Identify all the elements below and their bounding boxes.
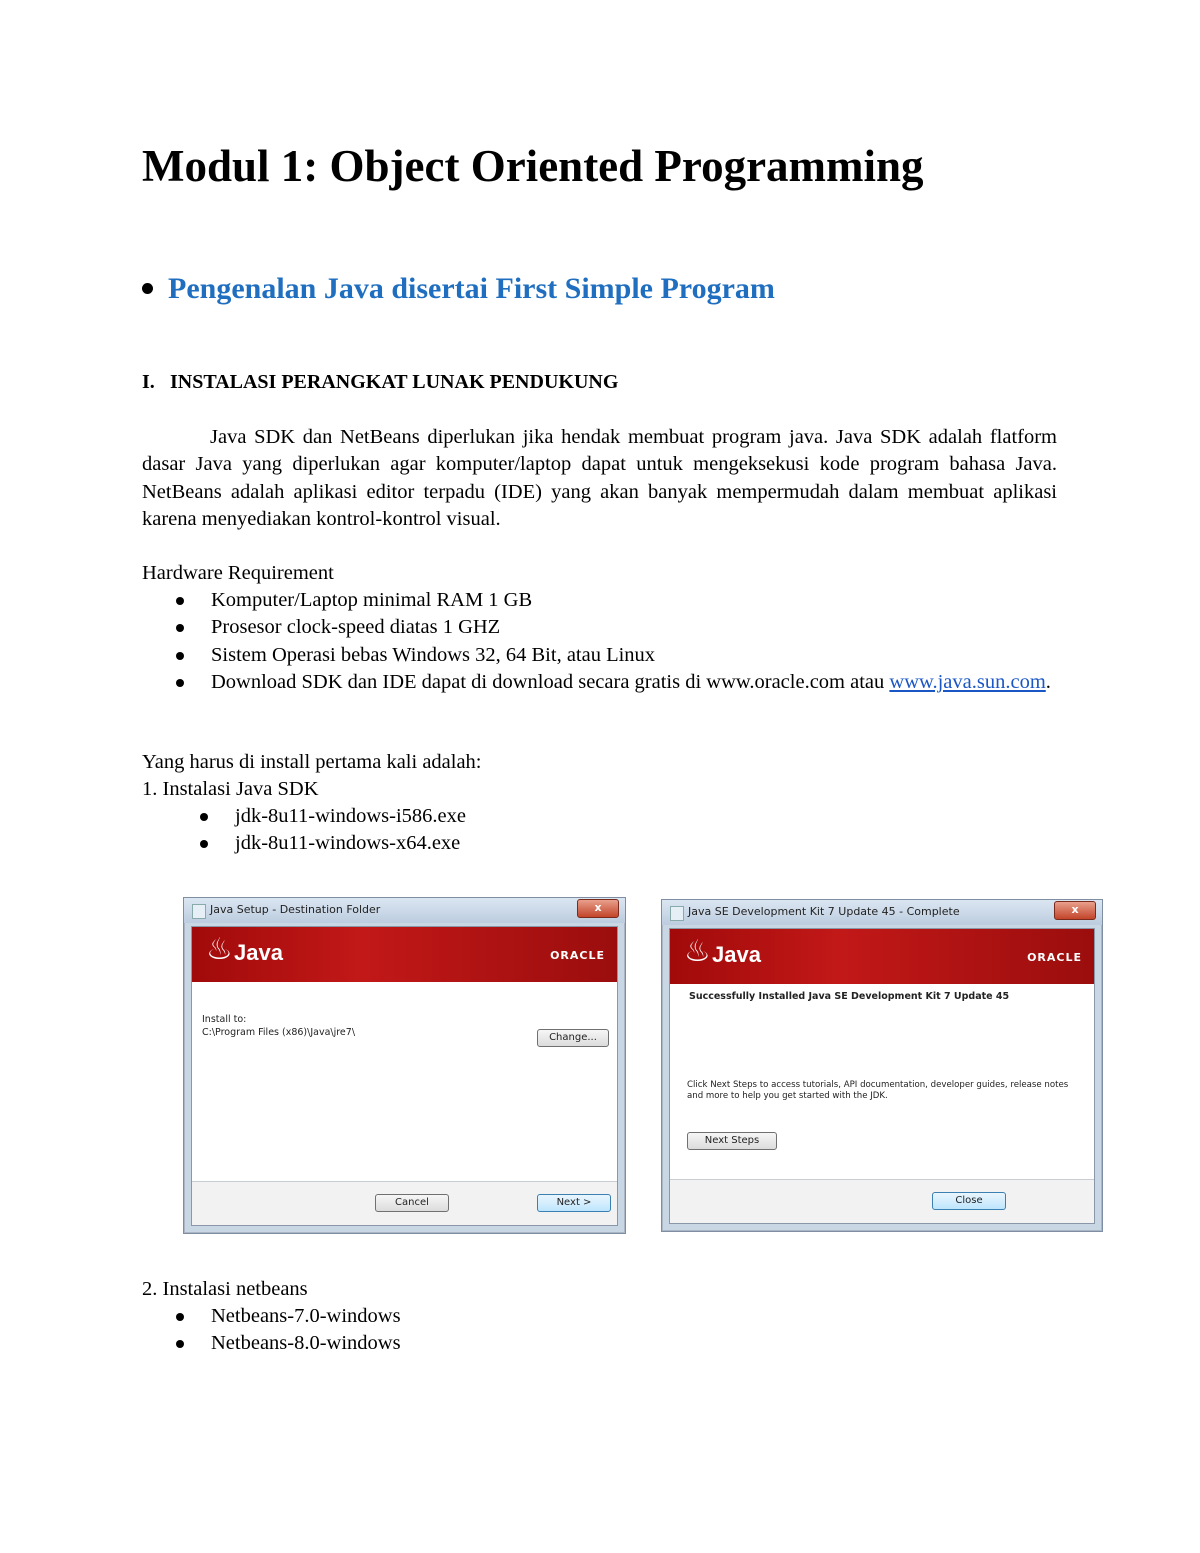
java-setup-dialog — [183, 897, 626, 1234]
intro-paragraph — [142, 424, 1057, 533]
jdk-complete-dialog — [661, 899, 1103, 1232]
subtitle — [142, 272, 775, 306]
dialog-footer — [192, 1181, 617, 1225]
java-banner — [670, 929, 1094, 984]
list-item: jdk-8u11-windows-i586.exe — [198, 803, 798, 830]
window-title: Java Setup - Destination Folder — [210, 903, 381, 916]
subtitle-text: Pengenalan Java disertai First Simple Program — [168, 272, 775, 305]
section-title: INSTALASI PERANGKAT LUNAK PENDUKUNG — [170, 371, 619, 393]
java-cup-icon: ♨ — [684, 934, 711, 969]
java-sun-link[interactable]: www.java.sun.com — [889, 670, 1046, 693]
success-heading: Successfully Installed Java SE Development Kit 7 Update 45 — [689, 991, 1010, 1002]
list-item: Netbeans-7.0-windows — [174, 1303, 774, 1330]
description-line-2: and more to help you get started with the JDK. — [687, 1091, 888, 1101]
hardware-heading: Hardware Requirement — [142, 562, 334, 584]
title-bar — [184, 898, 625, 923]
oracle-logo: ORACLE — [550, 949, 605, 962]
period: . — [1045, 670, 1051, 693]
section-number: I. — [142, 371, 155, 393]
java-logo: Java — [712, 942, 761, 967]
dialog-body — [191, 926, 618, 1226]
page-title: Modul 1: Object Oriented Programming — [142, 141, 924, 191]
close-icon[interactable]: x — [1054, 901, 1096, 920]
list-item: Komputer/Laptop minimal RAM 1 GB — [174, 587, 1058, 614]
next-steps-button[interactable]: Next Steps — [687, 1132, 777, 1150]
title-bar — [662, 900, 1102, 925]
window-icon — [670, 906, 684, 921]
window-title: Java SE Development Kit 7 Update 45 - Complete — [688, 905, 960, 918]
install-heading: Yang harus di install pertama kali adalah: — [142, 751, 482, 773]
java-cup-icon: ♨ — [206, 932, 233, 967]
next-button[interactable]: Next > — [537, 1194, 611, 1212]
close-button[interactable]: Close — [932, 1192, 1006, 1210]
download-text: Download SDK dan IDE dapat di download secara gratis di www.oracle.com atau — [211, 670, 885, 693]
list-item: Sistem Operasi bebas Windows 32, 64 Bit, atau Linux — [174, 642, 1058, 669]
install-path: C:\Program Files (x86)\Java\jre7\ — [202, 1027, 356, 1038]
java-banner — [192, 927, 617, 982]
cancel-button[interactable]: Cancel — [375, 1194, 449, 1212]
netbeans-heading: 2. Instalasi netbeans — [142, 1278, 308, 1300]
oracle-logo: ORACLE — [1027, 951, 1082, 964]
netbeans-list — [174, 1303, 774, 1358]
close-icon[interactable]: x — [577, 899, 619, 918]
section-heading — [142, 371, 618, 394]
sdk-heading: 1. Instalasi Java SDK — [142, 778, 319, 800]
description-line-1: Click Next Steps to access tutorials, API documentation, developer guides, release notes — [687, 1080, 1069, 1090]
intro-text: Java SDK dan NetBeans diperlukan jika hendak membuat program java. Java SDK adalah flatform dasar Java yang diperlukan agar komputer/laptop dapat untuk mengeksekusi kode program bahasa Java. NetBeans adalah aplikasi editor terpadu (IDE) yang akan banyak mempermudah dalam membuat aplikasi karena menyediakan kontrol-kontrol visual. — [142, 426, 1057, 530]
bullet-icon — [142, 283, 153, 294]
window-icon — [192, 904, 206, 919]
list-item: Netbeans-8.0-windows — [174, 1330, 774, 1357]
list-item — [174, 669, 1058, 696]
dialog-footer — [670, 1179, 1094, 1223]
list-item: jdk-8u11-windows-x64.exe — [198, 830, 798, 857]
java-logo: Java — [234, 940, 283, 965]
install-to-label: Install to: — [202, 1014, 247, 1025]
dialog-body — [669, 928, 1095, 1224]
change-button[interactable]: Change... — [537, 1029, 609, 1047]
list-item: Prosesor clock-speed diatas 1 GHZ — [174, 614, 1058, 641]
sdk-list — [198, 803, 798, 858]
hardware-list — [174, 587, 1058, 696]
